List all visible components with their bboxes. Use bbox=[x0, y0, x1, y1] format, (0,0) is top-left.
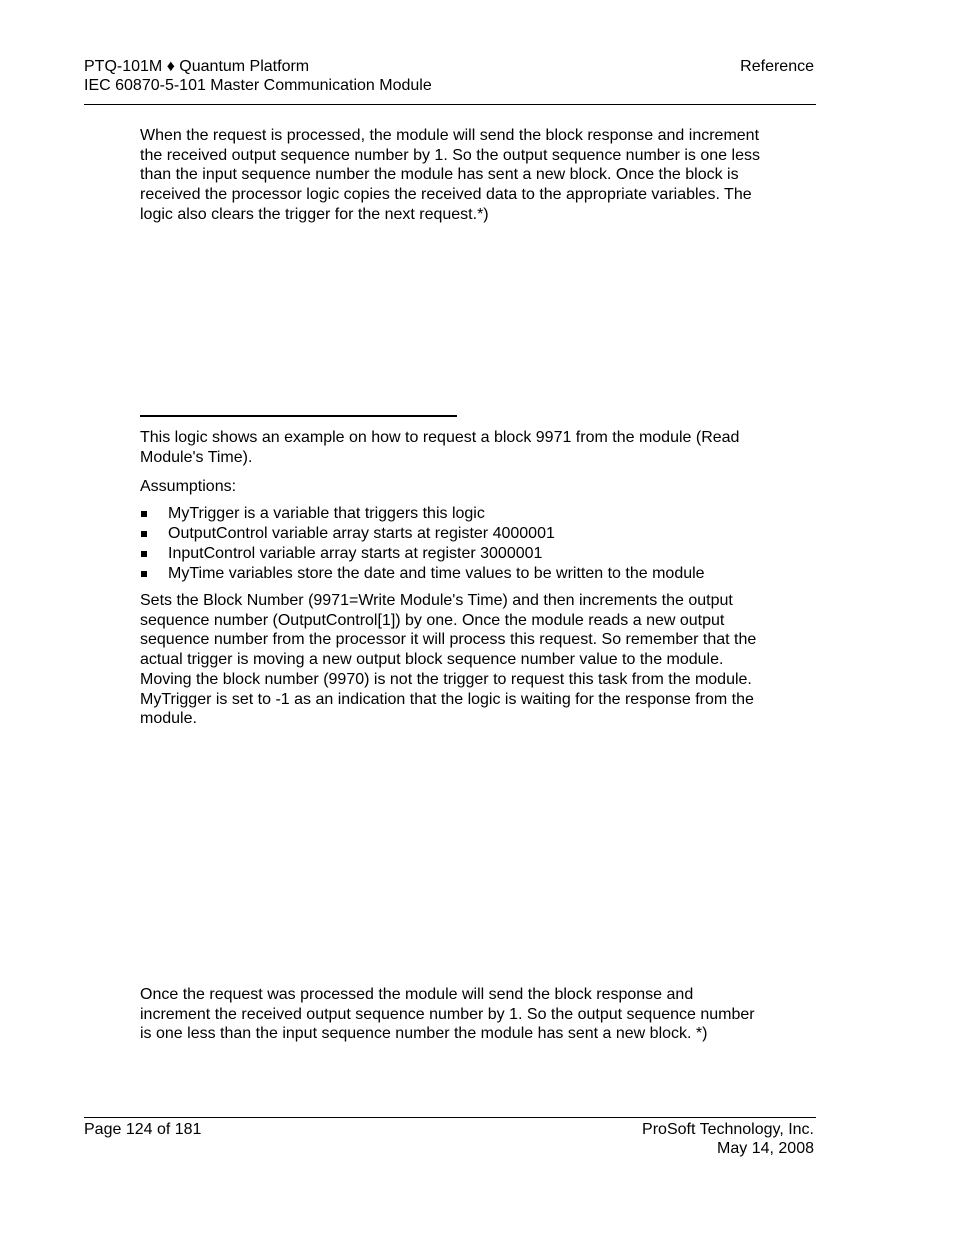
list-item-text: InputControl variable array starts at register 3000001 bbox=[168, 545, 543, 562]
paragraph-text: Once the request was processed the module will send the block response and increment the received output sequence number by 1. So the output sequence number is one less than the input sequence number the module has sent a new block. *) bbox=[140, 986, 755, 1043]
bullet-square-icon bbox=[141, 571, 147, 577]
assumptions-list bbox=[140, 504, 780, 584]
section-rule bbox=[140, 415, 457, 417]
footer-page-number: Page 124 of 181 bbox=[84, 1121, 202, 1138]
list-item bbox=[140, 504, 780, 524]
header-divider bbox=[84, 104, 816, 105]
list-item bbox=[140, 524, 780, 544]
header-section: Reference bbox=[740, 58, 814, 75]
paragraph-logic-example bbox=[140, 428, 760, 467]
paragraph-request-processed bbox=[140, 126, 760, 225]
footer-divider bbox=[84, 1117, 816, 1118]
list-item-text: OutputControl variable array starts at register 4000001 bbox=[168, 525, 555, 542]
list-item-text: MyTime variables store the date and time values to be written to the module bbox=[168, 565, 705, 582]
paragraph-text: This logic shows an example on how to request a block 9971 from the module (Read Module's Time). bbox=[140, 429, 740, 466]
assumptions-label: Assumptions: bbox=[140, 478, 237, 495]
bullet-square-icon bbox=[141, 511, 147, 517]
list-item-text: MyTrigger is a variable that triggers this logic bbox=[168, 505, 485, 522]
footer-date: May 14, 2008 bbox=[717, 1140, 814, 1157]
list-item bbox=[140, 544, 780, 564]
paragraph-request-was-processed bbox=[140, 985, 760, 1044]
header-title-line2: IEC 60870-5-101 Master Communication Module bbox=[84, 77, 432, 94]
list-item bbox=[140, 564, 780, 584]
paragraph-block-number bbox=[140, 591, 762, 729]
header-title-line1: PTQ-101M ♦ Quantum Platform bbox=[84, 58, 310, 75]
paragraph-text: Sets the Block Number (9971=Write Module's Time) and then increments the output sequence number (OutputControl[1]) by one. Once the module reads a new output sequence number from the processor it will process this request. So remember that the actual trigger is moving a new output block sequence number value to the module. Moving the block number (9970) is not the trigger to request this task from the module. MyTrigger is set to -1 as an indication that the logic is waiting for the response from the module. bbox=[140, 592, 757, 728]
footer-company: ProSoft Technology, Inc. bbox=[642, 1121, 814, 1138]
bullet-square-icon bbox=[141, 531, 147, 537]
paragraph-text: When the request is processed, the module will send the block response and increment the received output sequence number by 1. So the output sequence number is one less than the input sequence number the module has sent a new block. Once the block is received the processor logic copies the received data to the appropriate variables. The logic also clears the trigger for the next request.*) bbox=[140, 127, 760, 223]
bullet-square-icon bbox=[141, 551, 147, 557]
